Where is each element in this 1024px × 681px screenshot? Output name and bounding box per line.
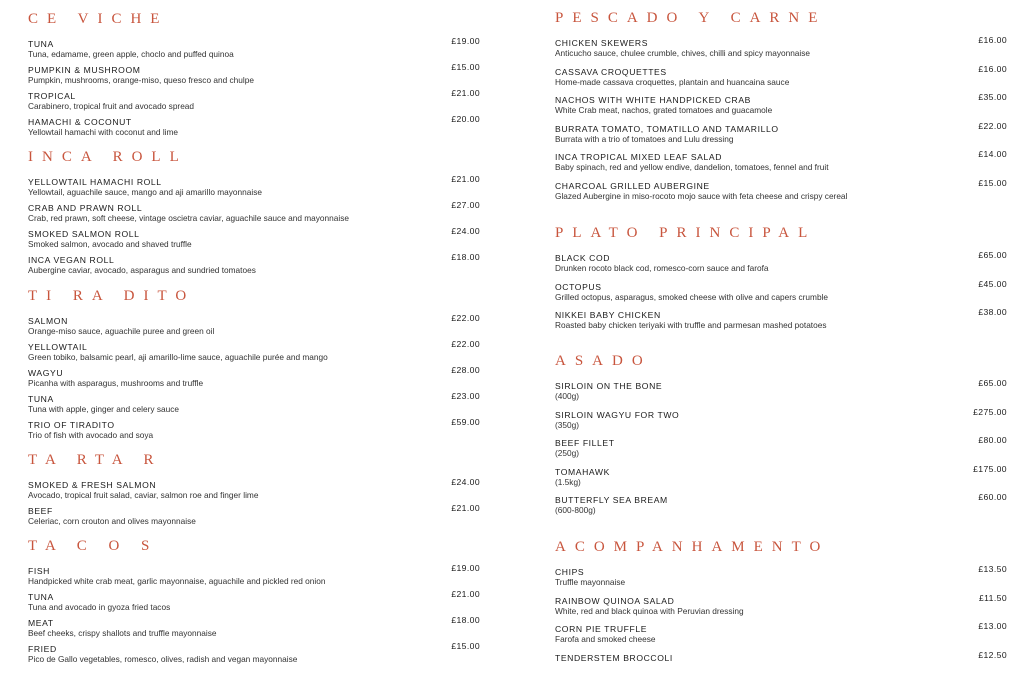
menu-item xyxy=(555,67,1007,96)
item-name: INCA VEGAN ROLL xyxy=(28,255,480,265)
menu-item xyxy=(555,567,1007,596)
item-price: £22.00 xyxy=(978,121,1007,131)
item-description: Picanha with asparagus, mushrooms and truffle xyxy=(28,378,480,388)
item-name: YELLOWTAIL xyxy=(28,342,480,352)
item-description: Farofa and smoked cheese xyxy=(555,634,1007,644)
item-price: £15.00 xyxy=(451,62,480,72)
item-price: £11.50 xyxy=(979,593,1007,603)
item-description: (1.5kg) xyxy=(555,477,1007,487)
item-name: SMOKED & FRESH SALMON xyxy=(28,480,480,490)
item-name: SIRLOIN WAGYU FOR TWO xyxy=(555,410,1007,420)
item-description: (400g) xyxy=(555,391,1007,401)
item-description: Tuna and avocado in gyoza fried tacos xyxy=(28,602,480,612)
section-title: TA RTA R xyxy=(28,451,480,469)
menu-item xyxy=(555,38,1007,67)
menu-item xyxy=(28,506,480,532)
item-description: Crab, red prawn, soft cheese, vintage oscietra caviar, aguachile sauce and mayonnaise xyxy=(28,213,480,223)
section-title: ASADO xyxy=(555,352,1007,370)
item-name: PUMPKIN & MUSHROOM xyxy=(28,65,480,75)
item-price: £18.00 xyxy=(451,615,480,625)
menu-item xyxy=(555,624,1007,653)
item-price: £27.00 xyxy=(451,200,480,210)
item-description: White, red and black quinoa with Peruvian dressing xyxy=(555,606,1007,616)
item-name: FRIED xyxy=(28,644,480,654)
item-name: FISH xyxy=(28,566,480,576)
item-price: £38.00 xyxy=(978,307,1007,317)
menu-item xyxy=(28,566,480,592)
item-price: £13.50 xyxy=(978,564,1007,574)
menu-item xyxy=(555,596,1007,625)
menu-item xyxy=(555,124,1007,153)
item-price: £175.00 xyxy=(973,464,1007,474)
item-description: Smoked salmon, avocado and shaved truffle xyxy=(28,239,480,249)
item-description: (350g) xyxy=(555,420,1007,430)
item-name: TUNA xyxy=(28,394,480,404)
menu-section-ce-viche xyxy=(28,10,480,143)
item-description: Pumpkin, mushrooms, orange-miso, queso fresco and chulpe xyxy=(28,75,480,85)
item-price: £65.00 xyxy=(978,250,1007,260)
item-name: RAINBOW QUINOA SALAD xyxy=(555,596,1007,606)
menu-item xyxy=(28,394,480,420)
item-price: £24.00 xyxy=(451,226,480,236)
section-title: TA C O S xyxy=(28,537,480,555)
item-name: CASSAVA CROQUETTES xyxy=(555,67,1007,77)
item-name: MEAT xyxy=(28,618,480,628)
item-price: £18.00 xyxy=(451,252,480,262)
item-description: (250g) xyxy=(555,448,1007,458)
menu-section-plato-principal xyxy=(555,224,1007,339)
menu-item xyxy=(28,229,480,255)
menu-item xyxy=(28,117,480,143)
item-name: INCA TROPICAL MIXED LEAF SALAD xyxy=(555,152,1007,162)
item-price: £24.00 xyxy=(451,477,480,487)
item-price: £60.00 xyxy=(978,492,1007,502)
menu-section-pescado-y-carne xyxy=(555,9,1007,209)
menu-item xyxy=(555,653,1007,681)
item-name: CRAB AND PRAWN ROLL xyxy=(28,203,480,213)
item-description: Celeriac, corn crouton and olives mayonnaise xyxy=(28,516,480,526)
item-name: TRIO OF TIRADITO xyxy=(28,420,480,430)
item-name: BEEF FILLET xyxy=(555,438,1007,448)
section-title: CE VICHE xyxy=(28,10,480,28)
item-name: SMOKED SALMON ROLL xyxy=(28,229,480,239)
item-name: CHIPS xyxy=(555,567,1007,577)
item-description: Yellowtail hamachi with coconut and lime xyxy=(28,127,480,137)
item-description: Anticucho sauce, chulee crumble, chives, chilli and spicy mayonnaise xyxy=(555,48,1007,58)
item-name: TUNA xyxy=(28,39,480,49)
section-title: ACOMPANHAMENTO xyxy=(555,538,1007,556)
section-title: TI RA DITO xyxy=(28,287,480,305)
menu-item xyxy=(28,39,480,65)
menu-item xyxy=(28,618,480,644)
item-description: Home-made cassava croquettes, plantain and huancaina sauce xyxy=(555,77,1007,87)
menu-item xyxy=(28,65,480,91)
item-price: £275.00 xyxy=(973,407,1007,417)
menu-item xyxy=(28,203,480,229)
menu-section-inca-roll xyxy=(28,148,480,281)
item-description: Truffle mayonnaise xyxy=(555,577,1007,587)
item-description: (600-800g) xyxy=(555,505,1007,515)
item-description: Drunken rocoto black cod, romesco-corn sauce and farofa xyxy=(555,263,1007,273)
section-title: PESCADO Y CARNE xyxy=(555,9,1007,27)
item-price: £13.00 xyxy=(978,621,1007,631)
item-price: £16.00 xyxy=(978,35,1007,45)
item-price: £80.00 xyxy=(978,435,1007,445)
item-name: BLACK COD xyxy=(555,253,1007,263)
item-price: £15.00 xyxy=(451,641,480,651)
item-price: £21.00 xyxy=(451,589,480,599)
menu-section-ta-rta-r xyxy=(28,451,480,532)
item-price: £16.00 xyxy=(978,64,1007,74)
menu-item xyxy=(28,480,480,506)
item-name: BURRATA TOMATO, TOMATILLO AND TAMARILLO xyxy=(555,124,1007,134)
menu-item xyxy=(555,181,1007,210)
section-title: INCA ROLL xyxy=(28,148,480,166)
item-name: TOMAHAWK xyxy=(555,467,1007,477)
menu-item xyxy=(555,438,1007,467)
item-price: £28.00 xyxy=(451,365,480,375)
item-name: HAMACHI & COCONUT xyxy=(28,117,480,127)
item-description: Yellowtail, aguachile sauce, mango and aji amarillo mayonnaise xyxy=(28,187,480,197)
item-description: Roasted baby chicken teriyaki with truffle and parmesan mashed potatoes xyxy=(555,320,1007,330)
item-description: Handpicked white crab meat, garlic mayonnaise, aguachile and pickled red onion xyxy=(28,576,480,586)
item-name: NIKKEI BABY CHICKEN xyxy=(555,310,1007,320)
menu-item xyxy=(28,255,480,281)
menu-section-acompanhamento xyxy=(555,538,1007,681)
item-name: YELLOWTAIL HAMACHI ROLL xyxy=(28,177,480,187)
item-price: £20.00 xyxy=(451,114,480,124)
item-description: Aubergine caviar, avocado, asparagus and sundried tomatoes xyxy=(28,265,480,275)
section-title: PLATO PRINCIPAL xyxy=(555,224,1007,242)
menu-section-ta-c-o-s xyxy=(28,537,480,670)
item-description: Trio of fish with avocado and soya xyxy=(28,430,480,440)
item-description: Grilled octopus, asparagus, smoked cheese with olive and capers crumble xyxy=(555,292,1007,302)
item-name: BUTTERFLY SEA BREAM xyxy=(555,495,1007,505)
item-name: NACHOS WITH WHITE HANDPICKED CRAB xyxy=(555,95,1007,105)
item-price: £21.00 xyxy=(451,503,480,513)
item-price: £65.00 xyxy=(978,378,1007,388)
item-name: TUNA xyxy=(28,592,480,602)
item-name: CHARCOAL GRILLED AUBERGINE xyxy=(555,181,1007,191)
menu-item xyxy=(555,467,1007,496)
item-price: £23.00 xyxy=(451,391,480,401)
item-name: SIRLOIN ON THE BONE xyxy=(555,381,1007,391)
item-price: £35.00 xyxy=(978,92,1007,102)
item-price: £59.00 xyxy=(451,417,480,427)
menu-item xyxy=(28,592,480,618)
item-description: Glazed Aubergine in miso-rocoto mojo sauce with feta cheese and crispy cereal xyxy=(555,191,1007,201)
item-description: Orange-miso sauce, aguachile puree and green oil xyxy=(28,326,480,336)
menu-item xyxy=(555,410,1007,439)
item-price: £21.00 xyxy=(451,174,480,184)
item-description: Burrata with a trio of tomatoes and Lulu dressing xyxy=(555,134,1007,144)
item-price: £45.00 xyxy=(978,279,1007,289)
item-description: Pico de Gallo vegetables, romesco, olives, radish and vegan mayonnaise xyxy=(28,654,480,664)
item-name: TENDERSTEM BROCCOLI xyxy=(555,653,1007,663)
item-price: £22.00 xyxy=(451,313,480,323)
item-name: OCTOPUS xyxy=(555,282,1007,292)
menu-item xyxy=(28,342,480,368)
item-price: £19.00 xyxy=(451,563,480,573)
menu-item xyxy=(28,316,480,342)
item-price: £15.00 xyxy=(978,178,1007,188)
item-price: £14.00 xyxy=(978,149,1007,159)
item-description: White Crab meat, nachos, grated tomatoes and guacamole xyxy=(555,105,1007,115)
item-name: SALMON xyxy=(28,316,480,326)
menu-item xyxy=(28,644,480,670)
menu-item xyxy=(28,420,480,446)
menu-item xyxy=(555,95,1007,124)
menu-item xyxy=(28,177,480,203)
item-name: CORN PIE TRUFFLE xyxy=(555,624,1007,634)
menu-item xyxy=(555,253,1007,282)
menu-item xyxy=(555,152,1007,181)
item-description: Beef cheeks, crispy shallots and truffle mayonnaise xyxy=(28,628,480,638)
menu-item xyxy=(555,495,1007,524)
menu-section-ti-ra-dito xyxy=(28,287,480,446)
menu-section-asado xyxy=(555,352,1007,524)
menu-item xyxy=(555,381,1007,410)
item-price: £21.00 xyxy=(451,88,480,98)
item-name: WAGYU xyxy=(28,368,480,378)
menu-item xyxy=(555,310,1007,339)
item-price: £12.50 xyxy=(978,650,1007,660)
item-description: Green tobiko, balsamic pearl, aji amarillo-lime sauce, aguachile purée and mango xyxy=(28,352,480,362)
item-description: Tuna with apple, ginger and celery sauce xyxy=(28,404,480,414)
item-description: Avocado, tropical fruit salad, caviar, salmon roe and finger lime xyxy=(28,490,480,500)
item-description: Tuna, edamame, green apple, choclo and puffed quinoa xyxy=(28,49,480,59)
item-name: CHICKEN SKEWERS xyxy=(555,38,1007,48)
menu-item xyxy=(555,282,1007,311)
item-price: £19.00 xyxy=(451,36,480,46)
menu-item xyxy=(28,91,480,117)
item-name: BEEF xyxy=(28,506,480,516)
item-description: Carabinero, tropical fruit and avocado spread xyxy=(28,101,480,111)
item-price: £22.00 xyxy=(451,339,480,349)
item-name: TROPICAL xyxy=(28,91,480,101)
item-description: Baby spinach, red and yellow endive, dandelion, tomatoes, fennel and fruit xyxy=(555,162,1007,172)
menu-item xyxy=(28,368,480,394)
